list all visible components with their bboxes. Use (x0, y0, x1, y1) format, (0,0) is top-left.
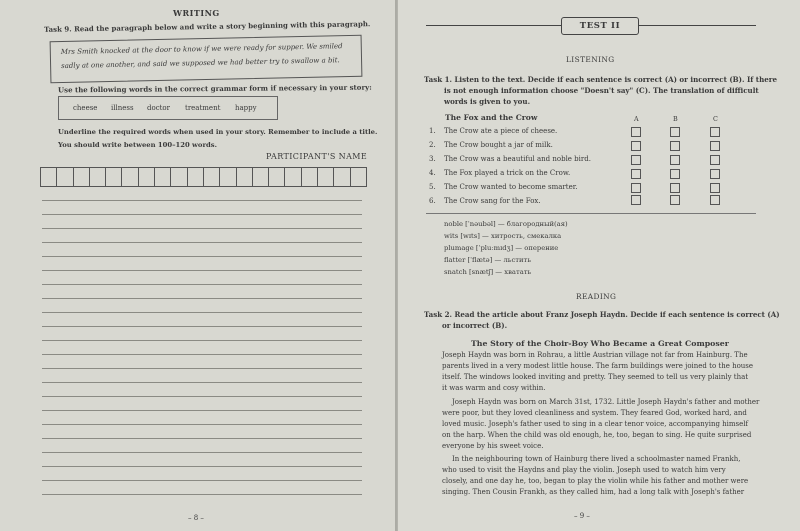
name-cell[interactable] (301, 167, 317, 187)
answer-c-checkbox[interactable] (710, 155, 720, 165)
task2-instruction: Task 2. Read the article about Franz Joseph Haydn. Decide if each sentence is correct (A) (424, 310, 780, 319)
writing-line[interactable] (42, 200, 362, 201)
name-cell[interactable] (252, 167, 268, 187)
sentence-number: 3. (429, 155, 436, 163)
use-words-instruction: Use the following words in the correct grammar form if necessary in your story: (57, 82, 372, 95)
name-cell[interactable] (187, 167, 203, 187)
answer-a-checkbox[interactable] (631, 183, 641, 193)
task1-instruction: is not enough information choose "Doesn't say" (C). The translation of difficult (444, 86, 759, 95)
story-opening-box (50, 35, 363, 84)
left-page (0, 0, 395, 531)
section-title-reading: READING (576, 292, 617, 301)
word-bank-box (58, 96, 278, 120)
article-line: parents lived in a very modest little house. The farm buildings were joined to the house (442, 362, 754, 370)
writing-line[interactable] (42, 368, 362, 369)
answer-b-checkbox[interactable] (670, 195, 680, 205)
answer-a-checkbox[interactable] (631, 141, 641, 151)
name-cell[interactable] (203, 167, 219, 187)
name-cell[interactable] (154, 167, 170, 187)
header-rule-left (426, 25, 562, 26)
writing-line[interactable] (42, 214, 362, 215)
participant-name-grid[interactable] (40, 167, 367, 187)
task9-instruction: Task 9. Read the paragraph below and write a story beginning with this paragraph. (43, 19, 371, 34)
answer-b-checkbox[interactable] (670, 141, 680, 151)
sentence-text: The Fox played a trick on the Crow. (444, 169, 571, 177)
sentence-text: The Crow wanted to become smarter. (444, 183, 578, 191)
answer-c-checkbox[interactable] (710, 169, 720, 179)
answer-c-checkbox[interactable] (710, 183, 720, 193)
name-cell[interactable] (350, 167, 367, 187)
answer-a-checkbox[interactable] (631, 127, 641, 137)
task1-instruction: Task 1. Listen to the text. Decide if each sentence is correct (A) or incorrect (B). If there (424, 75, 778, 84)
sentence-text: The Crow bought a jar of milk. (444, 141, 553, 149)
article-line: closely, and one day he, too, began to play the violin while his father and mother were (442, 477, 749, 485)
word-bank-item: illness (111, 104, 134, 112)
header-rule-right (638, 25, 756, 26)
writing-line[interactable] (42, 242, 362, 243)
writing-line[interactable] (42, 228, 362, 229)
task1-instruction: words is given to you. (444, 97, 531, 106)
writing-line[interactable] (42, 340, 362, 341)
writing-line[interactable] (42, 424, 362, 425)
answer-b-checkbox[interactable] (670, 183, 680, 193)
writing-line[interactable] (42, 270, 362, 271)
name-cell[interactable] (105, 167, 121, 187)
glossary-entry: snatch [snætʃ] — хватать (444, 268, 532, 276)
writing-line[interactable] (42, 480, 362, 481)
answer-a-checkbox[interactable] (631, 195, 641, 205)
article-line: In the neighbouring town of Hainburg there lived a schoolmaster named Frankh, (452, 455, 741, 463)
name-cell[interactable] (170, 167, 186, 187)
page-number: – 8 – (188, 514, 204, 522)
answer-b-checkbox[interactable] (670, 127, 680, 137)
writing-line[interactable] (42, 256, 362, 257)
name-cell[interactable] (138, 167, 154, 187)
section-title-writing: WRITING (173, 8, 220, 18)
word-bank-item: treatment (185, 104, 221, 112)
column-header-c: C (713, 115, 718, 123)
writing-line[interactable] (42, 438, 362, 439)
column-header-b: B (673, 115, 678, 123)
column-header-a: A (634, 115, 639, 123)
article-line: were poor, but they loved cleanliness and system. They feared God, worked hard, and (442, 409, 747, 417)
article-line: loved music. Joseph's father used to sing in a clear tenor voice, accompanying himself (442, 420, 749, 428)
name-cell[interactable] (317, 167, 333, 187)
sentence-number: 2. (429, 141, 436, 149)
answer-a-checkbox[interactable] (631, 155, 641, 165)
answer-c-checkbox[interactable] (710, 195, 720, 205)
name-cell[interactable] (40, 167, 56, 187)
name-cell[interactable] (236, 167, 252, 187)
writing-line[interactable] (42, 326, 362, 327)
answer-b-checkbox[interactable] (670, 169, 680, 179)
name-cell[interactable] (73, 167, 89, 187)
article-line: singing. Then Cousin Frankh, as they called him, had a long talk with Joseph's father (442, 488, 745, 496)
paragraph-line: sadly at one another, and said we supposed we had better try to swallow a bit. (61, 56, 340, 71)
glossary-entry: wits [wɪts] — хитрость, смекалка (444, 232, 562, 240)
page-number: – 9 – (574, 512, 590, 520)
story-title-haydn: The Story of the Choir-Boy Who Became a Great Composer (471, 339, 729, 348)
sentence-number: 5. (429, 183, 436, 191)
article-line: Joseph Haydn was born on March 31st, 1732. Little Joseph Haydn's father and mother (452, 398, 760, 406)
name-cell[interactable] (89, 167, 105, 187)
underline-instruction: Underline the required words when used in your story. Remember to include a title. (58, 128, 378, 136)
task2-instruction: or incorrect (B). (442, 321, 508, 330)
answer-c-checkbox[interactable] (710, 127, 720, 137)
writing-line[interactable] (42, 354, 362, 355)
test-label: TEST II (561, 17, 639, 35)
answer-c-checkbox[interactable] (710, 141, 720, 151)
writing-line[interactable] (42, 410, 362, 411)
writing-line[interactable] (42, 382, 362, 383)
writing-line[interactable] (42, 396, 362, 397)
article-line: itself. The windows looked inviting and pretty. They seemed to tell us very plainly that (442, 373, 749, 381)
glossary-entry: noble [ˈnəubəl] — благородный(ая) (444, 220, 568, 228)
writing-line[interactable] (42, 284, 362, 285)
word-bank-item: cheese (73, 104, 98, 112)
word-bank-item: doctor (147, 104, 170, 112)
sentence-number: 6. (429, 197, 436, 205)
glossary-entry: plumage [ˈpluːmɪdʒ] — оперение (444, 244, 559, 252)
writing-line[interactable] (42, 466, 362, 467)
article-line: everyone by his sweet voice. (442, 442, 544, 450)
glossary-entry: flatter [ˈflætə] — льстить (444, 256, 532, 264)
name-cell[interactable] (121, 167, 137, 187)
word-count-instruction: You should write between 100–120 words. (58, 141, 217, 149)
writing-line[interactable] (42, 298, 362, 299)
name-cell[interactable] (268, 167, 284, 187)
name-cell[interactable] (333, 167, 349, 187)
article-line: Joseph Haydn was born in Rohrau, a little Austrian village not far from Hainburg. The (442, 351, 748, 359)
sentence-text: The Crow sang for the Fox. (444, 197, 541, 205)
answer-a-checkbox[interactable] (631, 169, 641, 179)
sentence-number: 1. (429, 127, 436, 135)
right-page (398, 0, 800, 531)
article-line: on the harp. When the child was old enough, he, too, began to sing. He quite surprised (442, 431, 752, 439)
sentence-number: 4. (429, 169, 436, 177)
answer-b-checkbox[interactable] (670, 155, 680, 165)
word-bank-item: happy (235, 104, 257, 112)
section-divider (426, 213, 756, 214)
name-cell[interactable] (219, 167, 235, 187)
paragraph-line: Mrs Smith knocked at the door to know if we were ready for supper. We smiled (60, 42, 343, 57)
sentence-text: The Crow was a beautiful and noble bird. (444, 155, 591, 163)
article-line: who used to visit the Haydns and play the violin. Joseph used to watch him very (442, 466, 726, 474)
sentence-text: The Crow ate a piece of cheese. (444, 127, 558, 135)
name-cell[interactable] (284, 167, 300, 187)
article-line: it was warm and cosy within. (442, 384, 546, 392)
story-title-fox-crow: The Fox and the Crow (445, 113, 538, 122)
writing-line[interactable] (42, 452, 362, 453)
name-cell[interactable] (56, 167, 72, 187)
participant-name-label: PARTICIPANT'S NAME (266, 152, 368, 161)
writing-line[interactable] (42, 312, 362, 313)
writing-line[interactable] (42, 494, 362, 495)
section-title-listening: LISTENING (566, 55, 615, 64)
